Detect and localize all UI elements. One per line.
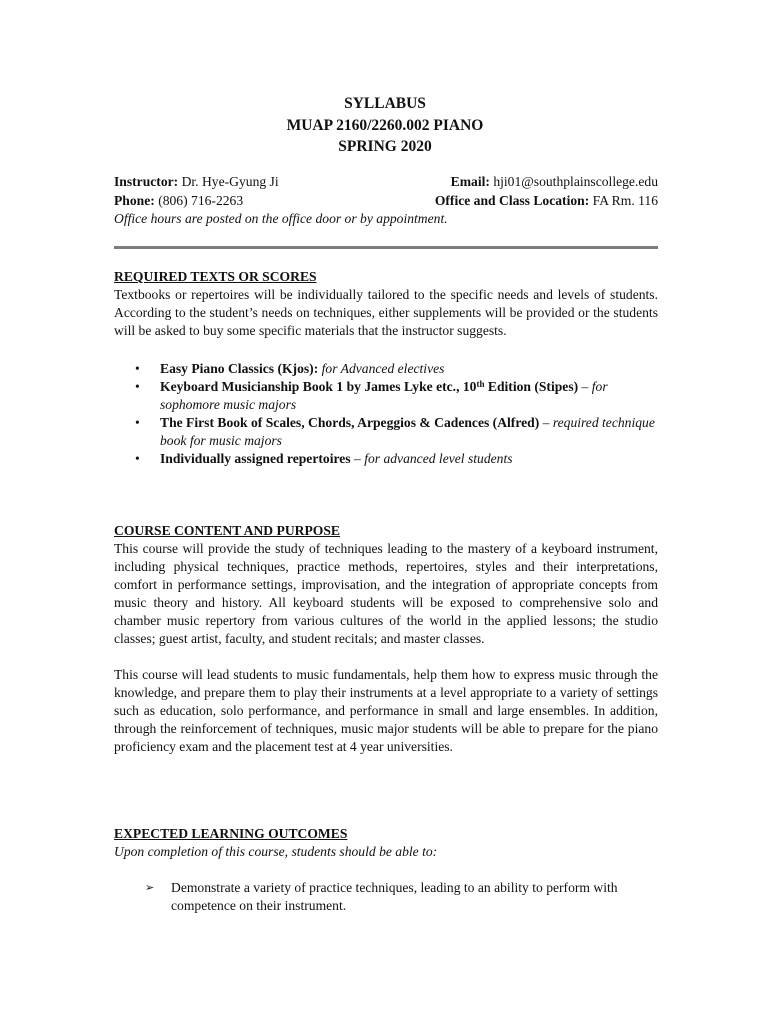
required-texts-heading: REQUIRED TEXTS OR SCORES [114, 269, 317, 284]
item-title: Easy Piano Classics (Kjos): [160, 361, 319, 376]
required-texts-section [114, 268, 658, 468]
item-title: The First Book of Scales, Chords, Arpeggios & Cadences (Alfred) [160, 415, 540, 430]
course-content-section [114, 522, 658, 756]
list-item [114, 360, 658, 378]
contact-info [114, 173, 658, 228]
course-code: MUAP 2160/2260.002 PIANO [286, 116, 484, 134]
required-texts-list [114, 360, 658, 468]
learning-outcomes-section [114, 825, 658, 915]
list-item [114, 450, 658, 468]
office-label: Office and Class Location: [434, 192, 590, 208]
email-label: Email: [450, 174, 490, 189]
item-note: – required technique book for music majors [160, 415, 655, 448]
header-divider [114, 246, 658, 249]
outcome-text: Demonstrate a variety of practice techniques, leading to an ability to perform with competence on their instrument. [171, 880, 618, 913]
item-note: – for advanced level students [350, 451, 513, 466]
bullet-glyph: • [135, 451, 140, 466]
office-line [435, 192, 658, 211]
item-note: for Advanced electives [318, 361, 445, 376]
arrow-bullet-icon: ➢ [145, 882, 155, 894]
instructor-name: Dr. Hye-Gyung Ji [181, 174, 279, 189]
phone-line [114, 192, 243, 211]
email-line [451, 173, 658, 192]
item-title-superscript: th [476, 379, 485, 389]
course-content-heading: COURSE CONTENT AND PURPOSE [114, 523, 340, 538]
instructor-line [114, 173, 279, 192]
bullet-glyph: • [135, 379, 140, 394]
list-item [114, 879, 658, 915]
list-item [114, 378, 658, 414]
learning-outcomes-heading: EXPECTED LEARNING OUTCOMES [114, 826, 348, 841]
phone-number: (806) 716-2263 [158, 192, 244, 208]
office-hours-note: Office hours are posted on the office door or by appointment. [114, 211, 448, 226]
document-header [0, 93, 770, 158]
document-title: SYLLABUS [344, 95, 426, 112]
course-content-paragraph-2: This course will lead students to music fundamentals, help them how to express music through the knowledge, and prepare them to play their instruments at a level appropriate to a variety of settings such as education, solo performance, and performance in small and large ensembles. In addition, through the reinforcement of techniques, music major students will be able to prepare for the piano proficiency exam and the placement test at 4 year universities. [114, 667, 658, 754]
office-room: FA Rm. 116 [592, 192, 658, 208]
item-title: Individually assigned repertoires [160, 451, 351, 466]
phone-label: Phone: [114, 192, 155, 208]
email-address[interactable]: hji01@southplainscollege.edu [493, 174, 658, 189]
item-title: Keyboard Musicianship Book 1 by James Lyke etc., 10 [160, 379, 477, 394]
item-title-suffix: Edition (Stipes) [484, 379, 579, 394]
bullet-glyph: • [135, 361, 140, 376]
learning-outcomes-intro: Upon completion of this course, students should be able to: [114, 844, 438, 859]
contact-row-2 [114, 192, 658, 211]
course-content-paragraph-1: This course will provide the study of techniques leading to the mastery of a keyboard instrument, including physical techniques, practice methods, repertoires, styles and their interpretations, comfort in performance settings, improvisation, and the integration of appropriate concepts from music theory and history. All keyboard students will be exposed to comprehensive solo and chamber music repertory from various cultures of the world in the applied lessons; the studio classes; guest artist, faculty, and student recitals; and master classes. [114, 541, 658, 646]
required-texts-body: Textbooks or repertoires will be individually tailored to the specific needs and levels of students. According to the student’s needs on techniques, either supplements will be provided or the students will be asked to buy some specific materials that the instructor suggests. [114, 287, 658, 338]
instructor-label: Instructor: [114, 174, 179, 189]
item-note: – for sophomore music majors [160, 379, 608, 412]
course-term: SPRING 2020 [338, 138, 432, 155]
contact-row-1 [114, 173, 658, 192]
bullet-glyph: • [135, 415, 140, 430]
list-item [114, 414, 658, 450]
